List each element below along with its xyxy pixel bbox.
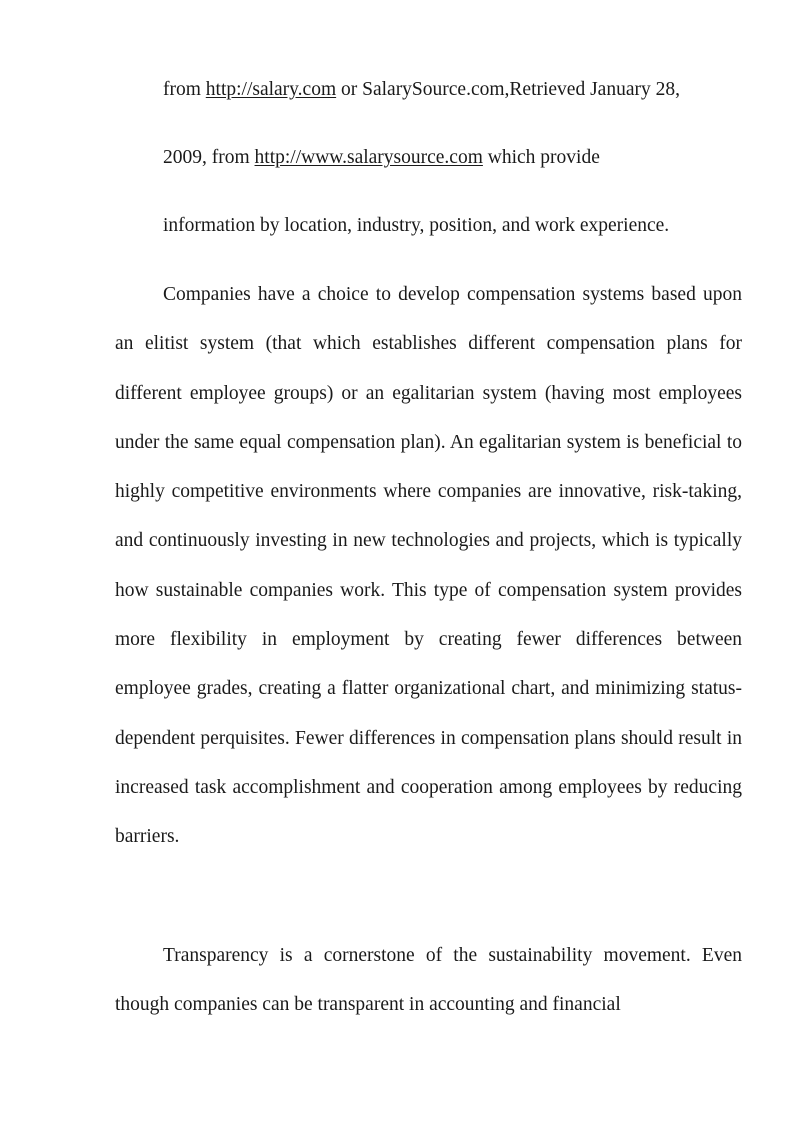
reference-line-3: information by location, industry, position, and work experience. [163,215,670,236]
reference-line-1-rest: or SalarySource.com,Retrieved January 28, [336,79,680,100]
reference-line-2-suffix: which provide [482,147,600,168]
compensation-paragraph: Companies have a choice to develop compensation systems based upon an elitist system (that which establishes different compensation plans for different employee groups) or an egalitarian system (having most employees under the same equal compensation plan). An egalitarian system is beneficial to highly competitive environments where companies are innovative, risk-taking, and continuously investing in new technologies and projects, which is typically how sustainable companies work. This type of compensation system provides more flexibility in employment by creating fewer differences between employee grades, creating a flatter organizational chart, and minimizing status-dependent perquisites. Fewer differences in compensation plans should result in increased task accomplishment and cooperation among employees by reducing barriers. [115,284,742,848]
reference-line-2-prefix: 2009, from [163,147,255,168]
salary-com-link[interactable]: http://salary.com [205,79,337,100]
reference-line-1 [163,78,680,102]
reference-line-1-prefix: from [163,79,206,100]
reference-line-2 [163,146,600,170]
transparency-paragraph: Transparency is a cornerstone of the sustainability movement. Even though companies can be transparent in accounting and financial [115,945,742,1016]
salarysource-link[interactable]: http://www.salarysource.com [254,147,483,168]
